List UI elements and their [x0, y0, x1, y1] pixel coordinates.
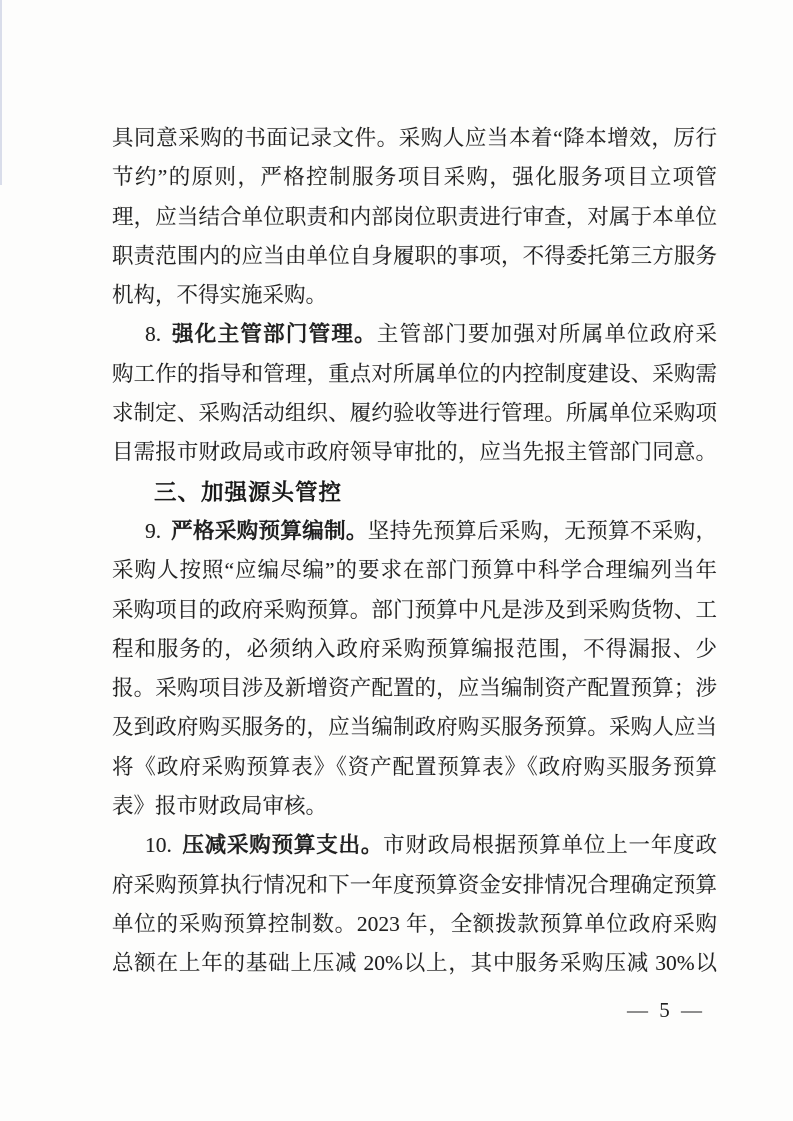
text-line: 节约”的原则，严格控制服务项目采购，强化服务项目立项管 [112, 165, 717, 190]
item-10-paragraph [112, 826, 717, 983]
text-line: 采购项目的政府采购预算。部门预算中凡是涉及到采购货物、工 [112, 597, 717, 622]
text-line: 职责范围内的应当由单位自身履职的事项，不得委托第三方服务 [112, 243, 717, 268]
text-line: 及到政府购买服务的，应当编制政府购买服务预算。采购人应当 [112, 715, 717, 740]
text-line: 具同意采购的书面记录文件。采购人应当本着“降本增效，厉行 [112, 126, 717, 150]
text-line: 购工作的指导和管理，重点对所属单位的内控制度建设、采购需 [112, 361, 717, 386]
item-8-title: 强化主管部门管理。 [170, 322, 377, 347]
page-number: — 5 — [627, 997, 705, 1022]
text-line [112, 826, 717, 865]
text-line: 将《政府采购预算表》《资产配置预算表》《政府购买服务预算 [112, 754, 717, 779]
text-line: 采购人按照“应编尽编”的要求在部门预算中科学合理编列当年 [112, 558, 717, 583]
text-line: 单位的采购预算控制数。2023 年，全额拨款预算单位政府采购 [112, 911, 717, 936]
text-line: 程和服务的，必须纳入政府采购预算编报范围，不得漏报、少 [112, 636, 717, 661]
item-9-text: 坚持先预算后采购，无预算不采购， [367, 518, 717, 543]
text-line: 目需报市财政局或市政府领导审批的，应当先报主管部门同意。 [112, 440, 717, 465]
text-line: 总额在上年的基础上压减 20%以上，其中服务采购压减 30%以 [112, 951, 717, 976]
text-line: 求制定、采购活动组织、履约验收等进行管理。所属单位采购项 [112, 401, 717, 426]
text-line [112, 512, 717, 551]
item-8-paragraph [112, 315, 717, 472]
section-heading: 三、加强源头管控 [154, 479, 343, 505]
item-8-text: 主管部门要加强对所属单位政府采 [376, 322, 717, 347]
text-line: 机构，不得实施采购。 [112, 283, 328, 308]
text-line: 报。采购项目涉及新增资产配置的，应当编制资产配置预算；涉 [112, 676, 717, 701]
item-10-title: 压减采购预算支出。 [181, 833, 384, 858]
text-line: 理，应当结合单位职责和内部岗位职责进行审查，对属于本单位 [112, 204, 717, 229]
item-9-number: 9. [145, 518, 162, 543]
item-9-paragraph [112, 512, 717, 826]
text-line: 表》报市财政局审核。 [112, 794, 328, 819]
scan-edge-artifact [0, 0, 2, 185]
paragraph-continuation [112, 119, 717, 315]
text-line: 府采购预算执行情况和下一年度预算资金安排情况合理确定预算 [112, 872, 717, 897]
item-8-number: 8. [145, 322, 162, 347]
text-line [112, 315, 717, 354]
item-10-number: 10. [145, 833, 172, 858]
item-9-title: 严格采购预算编制。 [170, 518, 368, 543]
item-10-text: 市财政局根据预算单位上一年度政 [383, 833, 717, 858]
page-footer [0, 984, 793, 1023]
